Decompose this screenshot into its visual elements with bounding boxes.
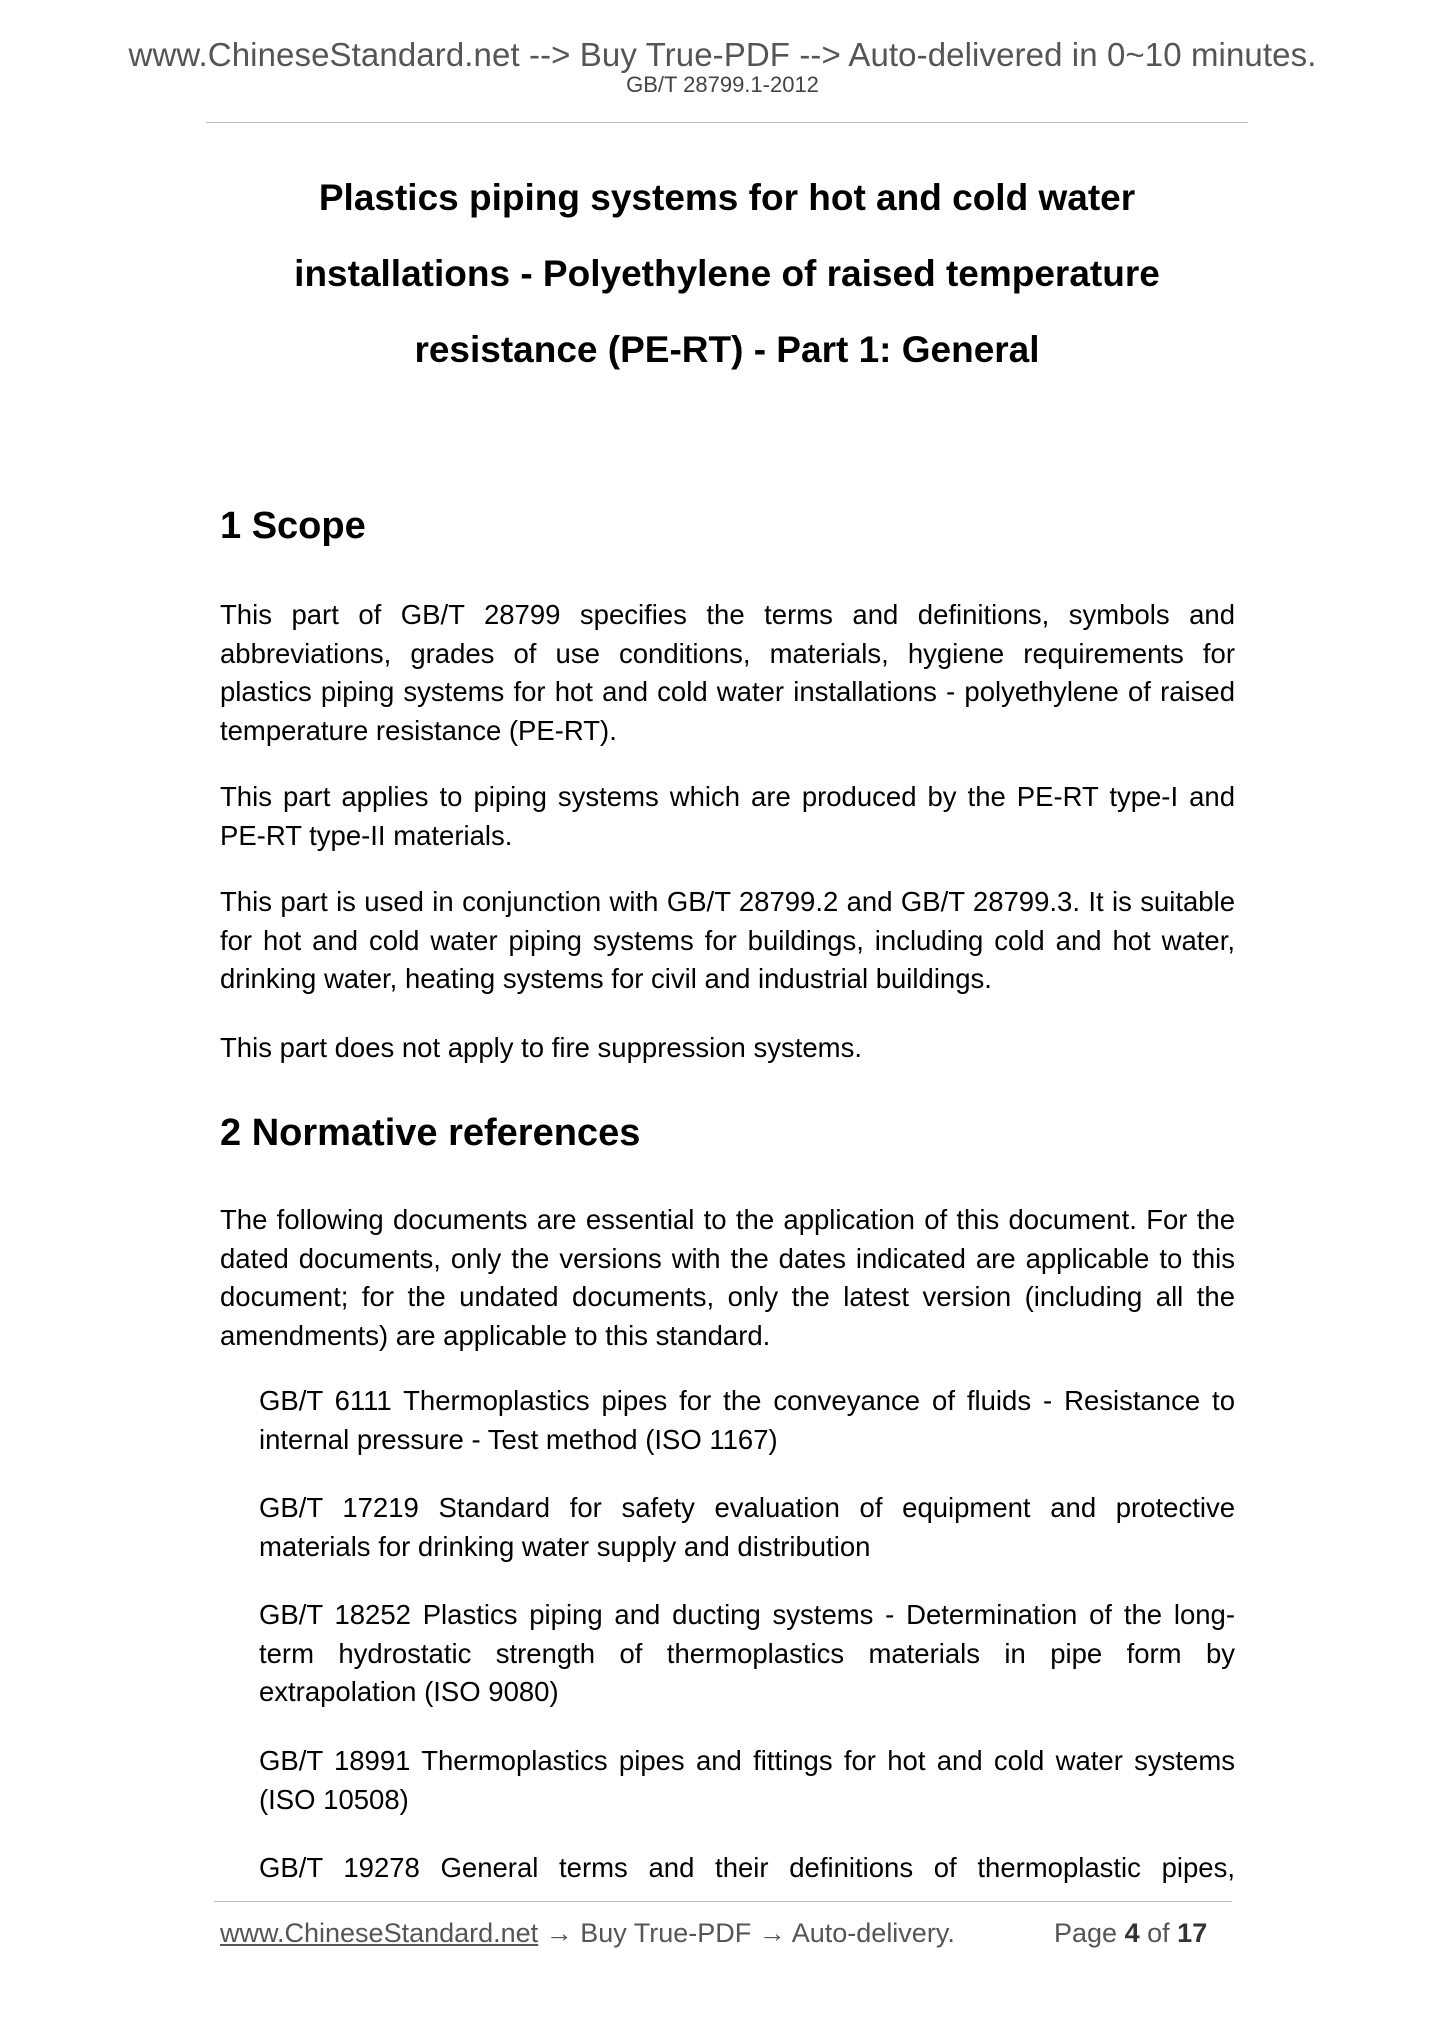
reference-item: GB/T 18252 Plastics piping and ducting systems - Determination of the long-term hydrostatic strength of thermoplastics materials in pipe form by extrapolation (ISO 9080)	[259, 1599, 1235, 1707]
document-code: GB/T 28799.1-2012	[626, 72, 819, 97]
footer-left	[220, 1918, 955, 1949]
scope-paragraph: This part applies to piping systems which are produced by the PE-RT type-I and PE-RT type-II materials.	[220, 781, 1235, 851]
title-line-3: resistance (PE-RT) - Part 1: General	[414, 329, 1040, 370]
page-of-label: of	[1147, 1918, 1170, 1948]
footer-divider	[214, 1901, 1232, 1902]
footer-tagline: → Buy True-PDF → Auto-delivery.	[538, 1918, 955, 1948]
header-divider	[206, 122, 1248, 123]
reference-item: GB/T 17219 Standard for safety evaluation of equipment and protective materials for drinking water supply and distribution	[259, 1492, 1235, 1562]
section-heading-scope: 1 Scope	[220, 505, 366, 547]
scope-paragraph: This part of GB/T 28799 specifies the terms and definitions, symbols and abbreviations, grades of use conditions, materials, hygiene requirements for plastics piping systems for hot and cold water installations - polyethylene of raised temperature resistance (PE-RT).	[220, 599, 1235, 746]
document-title	[206, 160, 1248, 388]
page-label: Page	[1054, 1918, 1118, 1948]
page-total: 17	[1177, 1918, 1208, 1948]
reference-item: GB/T 18991 Thermoplastics pipes and fittings for hot and cold water systems (ISO 10508)	[259, 1745, 1235, 1815]
page-number: 4	[1124, 1918, 1140, 1948]
page-indicator	[1054, 1918, 1207, 1949]
reference-item: GB/T 6111 Thermoplastics pipes for the conveyance of fluids - Resistance to internal pressure - Test method (ISO 1167)	[259, 1385, 1235, 1455]
reference-item: GB/T 19278 General terms and their definitions of thermoplastic pipes,	[259, 1852, 1235, 1883]
normative-intro: The following documents are essential to the application of this document. For the dated documents, only the versions with the dates indicated are applicable to this document; for the undated documents, only the latest version (including all the amendments) are applicable to this standard.	[220, 1204, 1235, 1351]
footer-site-link[interactable]: www.ChineseStandard.net	[220, 1918, 539, 1948]
scope-paragraph: This part is used in conjunction with GB/T 28799.2 and GB/T 28799.3. It is suitable for hot and cold water piping systems for buildings, including cold and hot water, drinking water, heating systems for civil and industrial buildings.	[220, 886, 1235, 994]
header-banner: www.ChineseStandard.net --> Buy True-PDF --> Auto-delivered in 0~10 minutes.	[128, 36, 1317, 73]
section-heading-normative-references: 2 Normative references	[220, 1112, 641, 1154]
title-line-2: installations - Polyethylene of raised temperature	[294, 253, 1160, 294]
title-line-1: Plastics piping systems for hot and cold water	[318, 177, 1136, 218]
scope-paragraph: This part does not apply to fire suppression systems.	[220, 1032, 862, 1063]
